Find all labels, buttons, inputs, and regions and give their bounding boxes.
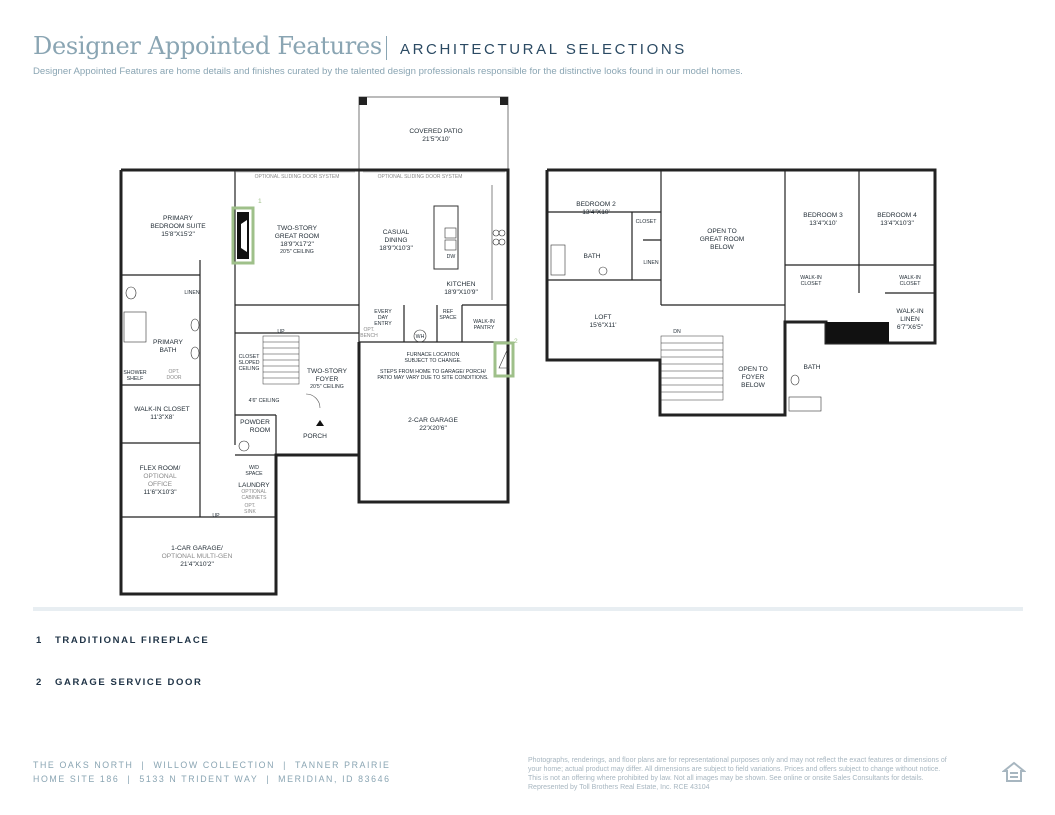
equal-housing-icon [1002, 760, 1026, 784]
upper-stairs [661, 336, 723, 400]
section-divider [33, 607, 1023, 611]
up-label: UP [212, 513, 220, 519]
main-stairs [263, 336, 299, 384]
powder-room-label: POWDER [240, 419, 270, 426]
dishwasher-label: DW [446, 254, 456, 260]
wd-space-label: SPACE [245, 471, 263, 477]
legal-line: your home; actual product may differ. All dimensions are subject to field variations. Prices and offers subject to change without notice. [528, 766, 941, 773]
optional-sliding-door-label: OPTIONAL SLIDING DOOR SYSTEM [377, 174, 463, 180]
flex-office-label: OFFICE [147, 481, 173, 488]
feature-label: GARAGE SERVICE DOOR [55, 677, 203, 688]
everyday-entry-label: EVERY [374, 309, 392, 315]
foyer-label: FOYER [315, 376, 339, 383]
open-foyer-label: OPEN TO [738, 366, 768, 373]
bedroom3-dim: 13'4"X10' [809, 220, 837, 227]
service-door-highlight [495, 343, 513, 376]
steps-note: PATIO MAY VARY DUE TO SITE CONDITIONS. [377, 375, 489, 381]
powder-room-label: ROOM [249, 427, 271, 434]
great-room-label: GREAT ROOM [274, 233, 320, 240]
upper-bath2-label: BATH [803, 364, 821, 371]
optional-cabinets-label: OPTIONAL [241, 489, 267, 495]
opt-door-label: OPT. [168, 369, 180, 375]
garage2-dim: 22'X20'6" [419, 425, 447, 432]
bedroom4-label: BEDROOM 4 [877, 212, 917, 219]
stairs-down-label: DN [673, 329, 681, 335]
loft-label: LOFT [594, 314, 612, 321]
bedroom4-dim: 13'4"X10'3" [880, 220, 914, 227]
legal-line: Represented by Toll Brothers Real Estate, Inc. RCE 43104 [528, 784, 710, 791]
walkin-closet-dim: 11'3"X8' [150, 414, 174, 421]
bedroom2-dim: 13'4"X10' [582, 209, 610, 216]
garage1-dim: 21'4"X10'2" [180, 561, 214, 568]
steps-note: STEPS FROM HOME TO GARAGE/ PORCH/ [380, 369, 486, 375]
primary-suite-label: PRIMARY [163, 215, 193, 222]
optional-cabinets-label: CABINETS [241, 495, 267, 501]
covered-patio-dim: 21'5"X10' [422, 136, 450, 143]
closet-label: CLOSET [238, 354, 260, 360]
ceiling-46-label: 4'6" CEILING [248, 398, 280, 404]
upper-interior-walls [547, 170, 935, 322]
page-subtitle: ARCHITECTURAL SELECTIONS [400, 41, 687, 58]
walkin-closet-b3-label: CLOSET [800, 281, 822, 287]
furnace-note: SUBJECT TO CHANGE. [404, 358, 462, 364]
ref-label: REF [442, 309, 454, 315]
walkin-closet-b3-label: WALK-IN [800, 275, 822, 281]
wd-label: W/D [248, 465, 260, 471]
open-great-room-label: OPEN TO [707, 228, 737, 235]
flex-room-dim: 11'6"X10'3" [143, 489, 177, 496]
shower-label: SHOWER [123, 370, 147, 376]
footer-address: HOME SITE 186 | 5133 N TRIDENT WAY | MERIDIAN, ID 83646 [33, 774, 391, 784]
kitchen-label: KITCHEN [446, 281, 476, 288]
footer-community: THE OAKS NORTH | WILLOW COLLECTION | TANNER PRAIRIE [33, 760, 391, 770]
opt-bench-label: BENCH [360, 333, 378, 339]
primary-suite-dim: 15'8"X15'2" [161, 231, 195, 238]
primary-bath-label: BATH [159, 347, 177, 354]
kitchen-dim: 18'9"X10'9" [444, 289, 478, 296]
loft-dim: 15'6"X11' [589, 322, 617, 329]
bedroom3-label: BEDROOM 3 [803, 212, 843, 219]
porch-arrow [316, 420, 324, 426]
feature-item-1 [36, 635, 209, 646]
open-foyer-label: BELOW [741, 382, 765, 389]
patio-post [359, 97, 367, 105]
legal-line: Photographs, renderings, and floor plans are for representational purposes only and may not reflect the exact features or dimensions of [528, 757, 947, 764]
bedroom2-label: BEDROOM 2 [576, 201, 616, 208]
garage1-optional-label: OPTIONAL MULTI-GEN [161, 553, 233, 560]
upper-bath-label: BATH [583, 253, 601, 260]
furnace-note: FURNACE LOCATION [406, 352, 460, 358]
page-title: Designer Appointed Features [33, 32, 382, 60]
everyday-entry-label: DAY [377, 315, 389, 321]
walkin-pantry-label: WALK-IN [473, 319, 495, 325]
upper-closet-label: CLOSET [635, 219, 657, 225]
upper-linen-label: LINEN [643, 260, 659, 266]
great-room-label: TWO-STORY [276, 225, 318, 232]
marker-2: 2 [514, 338, 518, 345]
garage1-label: 1-CAR GARAGE/ [171, 545, 223, 552]
primary-bath-label: PRIMARY [153, 339, 183, 346]
upper-tub [789, 397, 821, 411]
open-great-room-label: BELOW [710, 244, 734, 251]
casual-dining-label: CASUAL [382, 229, 410, 236]
intro-text: Designer Appointed Features are home details and finishes curated by the talented design professionals responsible for the distinctive looks found in our model homes. [33, 66, 743, 77]
primary-suite-label: BEDROOM SUITE [150, 223, 206, 230]
patio-post [500, 97, 508, 105]
flex-room-label: FLEX ROOM/ [139, 465, 181, 472]
casual-dining-dim: 18'9"X10'3" [379, 245, 413, 252]
open-foyer-label: FOYER [741, 374, 765, 381]
upper-tub [551, 245, 565, 275]
feature-number: 1 [36, 635, 43, 646]
everyday-entry-label: ENTRY [374, 321, 392, 327]
ceiling-label: CEILING [238, 366, 260, 372]
casual-dining-label: DINING [384, 237, 408, 244]
walkin-linen-dim: 6'7"X6'5" [896, 324, 924, 331]
foyer-label: TWO-STORY [306, 368, 348, 375]
walkin-closet-b4-label: WALK-IN [899, 275, 921, 281]
feature-label: TRADITIONAL FIREPLACE [55, 635, 210, 646]
feature-item-2 [36, 677, 202, 688]
open-great-room-label: GREAT ROOM [699, 236, 745, 243]
shelf-label: SHELF [126, 376, 144, 382]
sloped-label: SLOPED [238, 360, 260, 366]
walkin-closet-b4-label: CLOSET [899, 281, 921, 287]
great-room-dim: 18'9"X17'2" [280, 241, 314, 248]
great-room-ceiling: 20'5" CEILING [280, 249, 314, 255]
ref-space-label: SPACE [439, 315, 457, 321]
feature-number: 2 [36, 677, 43, 688]
optional-sliding-door-label: OPTIONAL SLIDING DOOR SYSTEM [254, 174, 340, 180]
laundry-label: LAUNDRY [238, 482, 270, 489]
opt-bench-label: OPT. [363, 327, 375, 333]
walkin-closet-label: WALK-IN CLOSET [134, 406, 190, 413]
stairs-up-label: UP [277, 329, 285, 335]
linen-label: LINEN [184, 290, 200, 296]
opt-sink-label: SINK [244, 509, 256, 515]
garage2-label: 2-CAR GARAGE [408, 417, 458, 424]
marker-1: 1 [258, 198, 262, 205]
flex-optional-label: OPTIONAL [143, 473, 177, 480]
covered-patio-label: COVERED PATIO [409, 128, 463, 135]
upper-dark-block [826, 322, 889, 343]
tub [124, 312, 146, 342]
opt-door-label: DOOR [166, 375, 182, 381]
foyer-ceiling: 20'5" CEILING [310, 384, 344, 390]
legal-line: This is not an offering where prohibited by law. Not all images may be shown. See online or onsite Sales Consultants for details. [528, 775, 924, 782]
walkin-linen-label: LINEN [900, 316, 920, 323]
walkin-linen-label: WALK-IN [896, 308, 924, 315]
walkin-pantry-label: PANTRY [473, 325, 495, 331]
porch-label: PORCH [303, 433, 327, 440]
opt-sink-label: OPT. [244, 503, 256, 509]
water-heater-label: WH [415, 334, 425, 340]
